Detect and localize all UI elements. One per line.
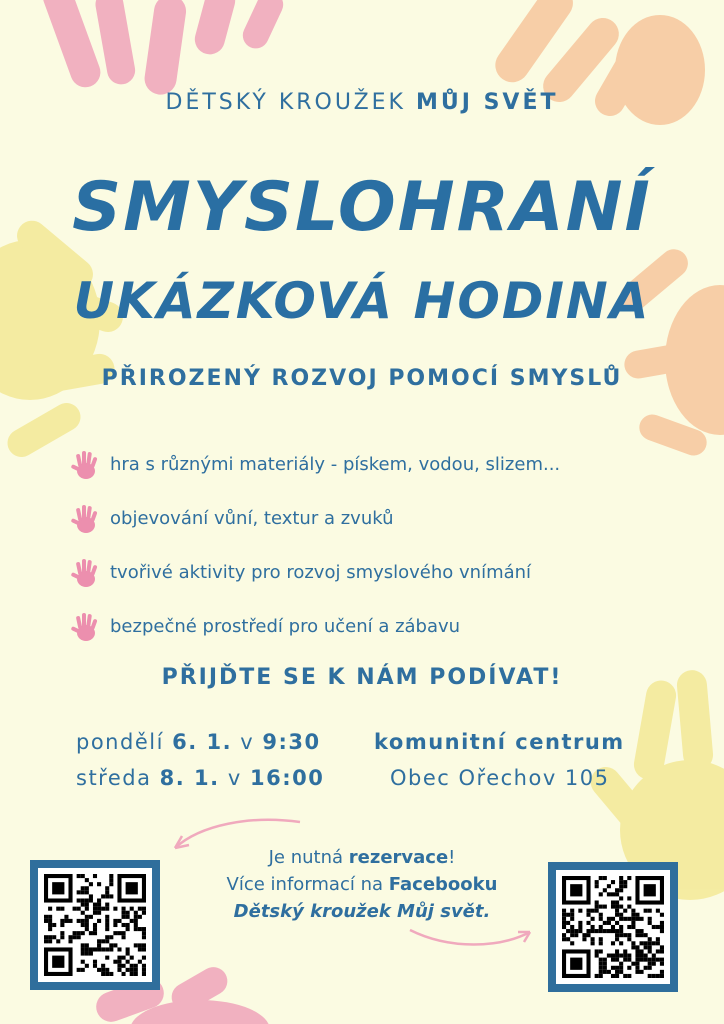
- schedule-day: středa: [76, 766, 152, 790]
- schedule-at: v: [227, 766, 242, 790]
- hand-icon: [68, 447, 104, 483]
- feature-text: objevování vůní, textur a zvuků: [110, 508, 394, 529]
- schedule-date: 6. 1.: [172, 730, 233, 754]
- facebook-emphasis: Facebooku: [388, 874, 498, 895]
- info-punct: !: [448, 847, 456, 868]
- arrow-right-icon: [410, 930, 530, 945]
- info-text: Více informací na: [226, 874, 384, 895]
- venue-name: komunitní centrum: [374, 730, 625, 754]
- schedule-time: 16:00: [249, 766, 325, 790]
- feature-list: [68, 438, 708, 654]
- feature-item: [68, 600, 708, 654]
- main-subtitle-title: UKÁZKOVÁ HODINA: [73, 272, 651, 330]
- feature-text: bezpečné prostředí pro učení a zábavu: [110, 616, 461, 637]
- hand-icon: [68, 501, 104, 537]
- feature-item: [68, 438, 708, 492]
- hand-icon: [68, 609, 104, 645]
- feature-text: tvořivé aktivity pro rozvoj smyslového vnímání: [110, 562, 532, 583]
- club-name-line: [0, 90, 724, 115]
- schedule-day: pondělí: [76, 730, 164, 754]
- venue-address: Obec Ořechov 105: [390, 766, 610, 790]
- schedule-row: [76, 766, 324, 790]
- schedule-date: 8. 1.: [159, 766, 220, 790]
- schedule-row: [76, 730, 321, 754]
- facebook-page-name: Dětský kroužek Můj svět.: [233, 901, 491, 922]
- pink-handprint-top: [39, 0, 288, 97]
- info-text: Je nutná: [268, 847, 344, 868]
- feature-item: [68, 492, 708, 546]
- schedule-at: v: [240, 730, 255, 754]
- qr-code-icon: [44, 874, 146, 976]
- schedule-time: 9:30: [262, 730, 321, 754]
- feature-item: [68, 546, 708, 600]
- yellow-handprint-left: [0, 215, 127, 463]
- feature-text: hra s různými materiály - pískem, vodou, slizem...: [110, 454, 561, 475]
- club-prefix: DĚTSKÝ KROUŽEK: [165, 90, 406, 115]
- call-to-action: PŘIJĎTE SE K NÁM PODÍVAT!: [161, 665, 563, 690]
- qr-code-left[interactable]: [30, 860, 160, 990]
- main-title: SMYSLOHRANÍ: [72, 168, 652, 247]
- tagline: PŘIROZENÝ ROZVOJ POMOCÍ SMYSLŮ: [101, 366, 623, 391]
- qr-code-icon: [562, 876, 664, 978]
- club-name: MŮJ SVĚT: [415, 90, 559, 115]
- qr-code-right[interactable]: [548, 862, 678, 992]
- hand-icon: [68, 555, 104, 591]
- reservation-emphasis: rezervace: [348, 847, 449, 868]
